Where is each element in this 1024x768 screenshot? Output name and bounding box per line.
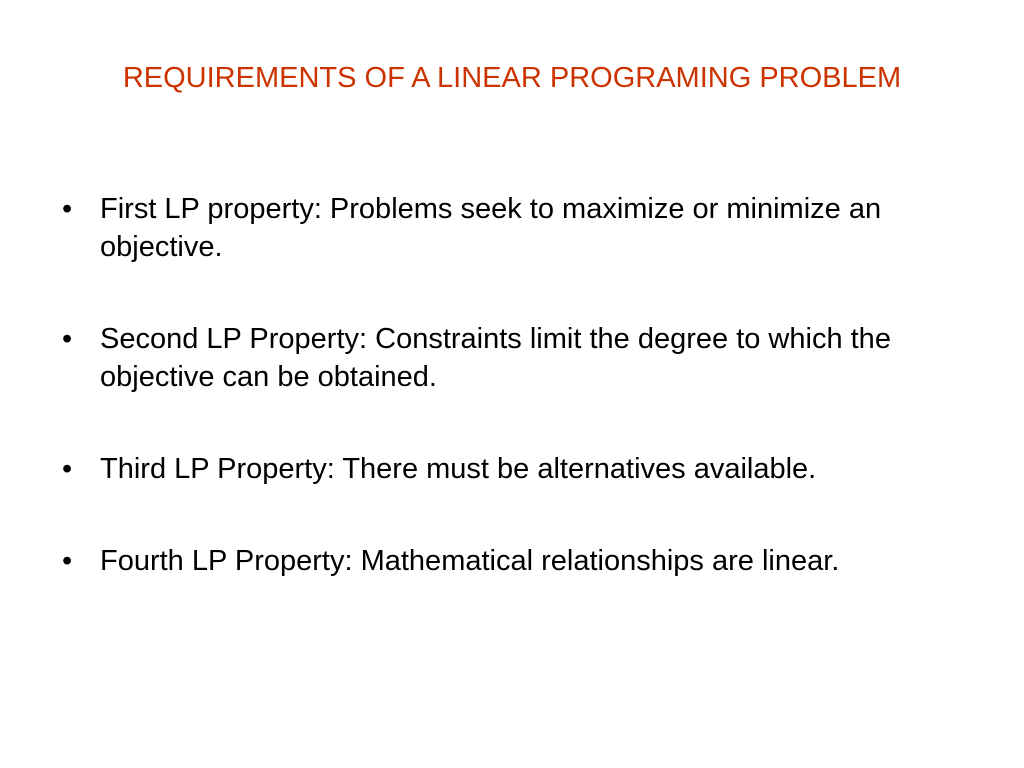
bullet-item-2 — [62, 320, 962, 396]
bullet-icon: • — [62, 453, 73, 485]
bullet-icon: • — [62, 545, 73, 577]
bullet-icon: • — [62, 323, 73, 355]
bullet-list — [62, 190, 962, 634]
slide-title: REQUIREMENTS OF A LINEAR PROGRAMING PROBLEM — [122, 62, 902, 94]
bullet-item-4 — [62, 542, 962, 580]
bullet-text: First LP property: Problems seek to maximize or minimize an objective. — [100, 193, 882, 263]
bullet-icon: • — [62, 193, 73, 225]
bullet-item-1 — [62, 190, 962, 266]
bullet-item-3 — [62, 450, 962, 488]
bullet-text: Third LP Property: There must be alternatives available. — [100, 453, 817, 485]
bullet-text: Second LP Property: Constraints limit the degree to which the objective can be obtained. — [100, 323, 891, 393]
bullet-text: Fourth LP Property: Mathematical relationships are linear. — [100, 545, 840, 577]
